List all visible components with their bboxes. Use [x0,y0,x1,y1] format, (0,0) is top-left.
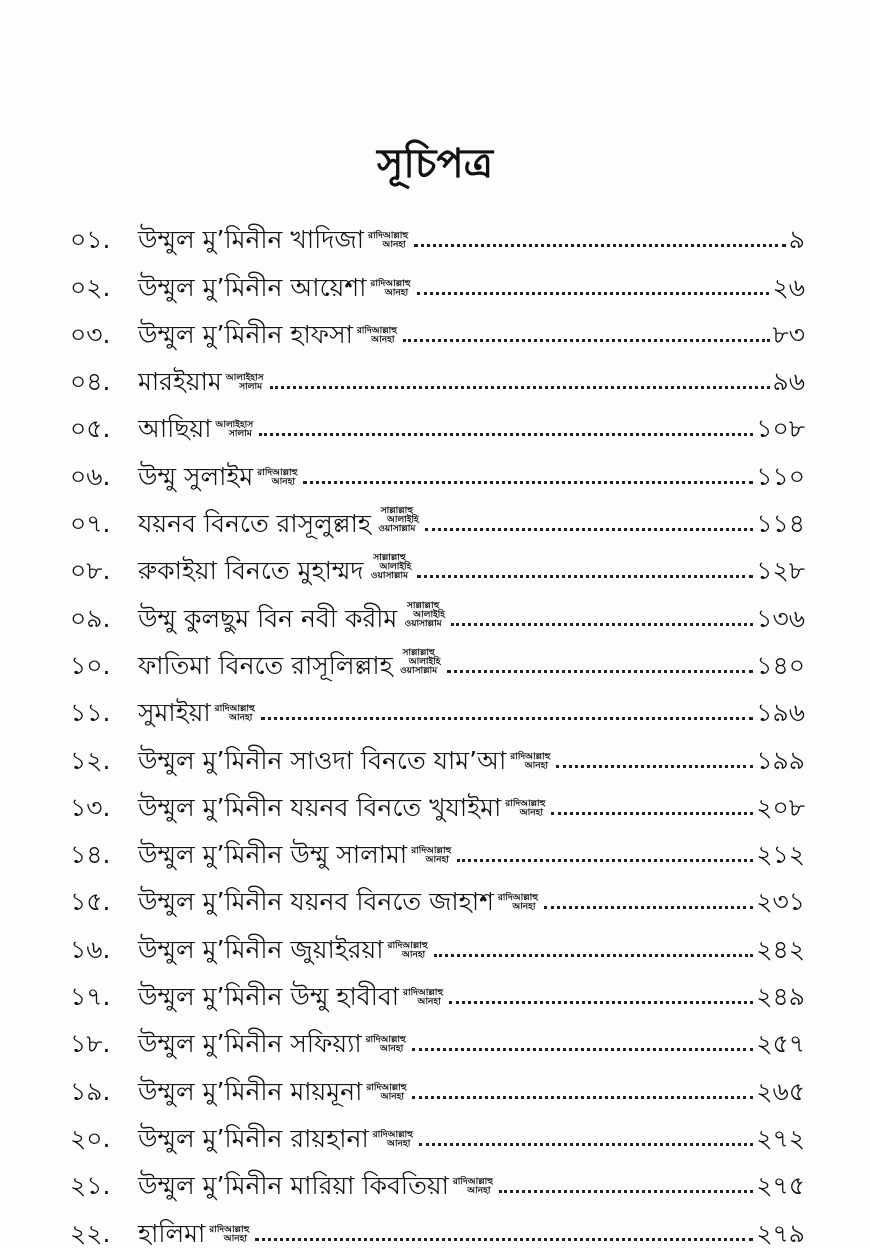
honorific-word: রাদিআল্লাহু [370,278,411,289]
honorific-superscript [397,649,441,676]
honorific-superscript [215,705,255,723]
entry-number: ১৫. [70,887,111,917]
dot-leader [261,717,754,720]
honorific-superscript [257,469,297,487]
entry-number: ২০. [70,1123,111,1153]
dot-leader [259,433,753,436]
toc-entry [70,583,805,633]
honorific-superscript [403,989,443,1007]
entry-title-group [138,506,419,539]
entry-number: ১৭. [70,982,111,1012]
entry-title: উম্মুল মু’মিনীন সাওদা বিনতে যাম’আ [138,745,507,775]
entry-title-group [138,1171,493,1201]
toc-entry [70,773,805,820]
entry-title-group [138,649,441,678]
entry-title: উম্মুল মু’মিনীন জুয়াইরয়া [138,934,384,964]
table-of-contents [70,205,805,1246]
honorific-word: আলাইহি [379,562,412,573]
entry-page-number: ১৯৬ [756,698,805,728]
dot-leader [303,481,753,484]
entry-title-group [138,982,444,1012]
honorific-word: আনহা [229,713,253,724]
entry-page-number: ২১২ [756,840,805,870]
toc-entry [70,1151,805,1201]
dot-leader [556,765,753,768]
entry-page-number: ৮৩ [772,319,805,349]
honorific-word: আনহা [512,902,536,913]
entry-title: উম্মুল মু’মিনীন যয়নব বিনতে খুযাইমা [138,792,502,822]
entry-title-group [138,1123,413,1153]
entry-number: ১৩. [70,792,111,822]
honorific-word: ওয়াসাল্লাম [400,665,438,676]
entry-number: ০৯. [70,603,111,633]
entry-page-number: ২৩১ [756,887,805,917]
entry-page-number: ৯ [788,225,805,255]
honorific-word: ওয়াসাল্লাম [370,571,409,582]
entry-page-number: ২০৮ [756,792,805,822]
entry-title: উম্মুল মু’মিনীন রায়হানা [138,1123,369,1153]
toc-entry [70,1198,805,1248]
entry-title: উম্মুল মু’মিনীন উম্মু সালামা [138,840,408,870]
entry-number: ১০. [70,650,111,680]
dot-leader [451,623,753,626]
dot-leader [544,906,753,909]
entry-page-number: ১০৮ [756,414,805,444]
dot-leader [551,812,753,815]
honorific-word: রাদিআল্লাহু [403,988,444,999]
toc-entry [70,867,805,917]
honorific-word: রাদিআল্লাহু [497,893,538,904]
dot-leader [255,1238,753,1241]
honorific-word: আনহা [425,855,449,866]
honorific-word: আলাইহি [408,656,441,667]
entry-page-number: ২৫৭ [756,1029,805,1059]
entry-title: উম্মুল মু’মিনীন সফিয়্যা [138,1029,362,1059]
honorific-word: আনহা [519,807,543,818]
entry-title-group [138,553,412,586]
toc-entry [70,394,805,444]
honorific-superscript [498,894,538,912]
honorific-word: রাদিআল্লাহু [257,467,298,478]
dot-leader [403,339,770,342]
entry-page-number: ২৪২ [756,934,805,964]
toc-entry [70,914,805,964]
honorific-superscript [388,942,428,960]
entry-title: উম্মু সুলাইম [138,461,254,491]
entry-number: ১৯. [70,1076,111,1106]
entry-number: ০৪. [70,367,111,397]
honorific-word: আনহা [384,287,409,298]
honorific-word: সাল্লাল্লাহু [373,553,406,564]
honorific-word: রাদিআল্লাহু [510,751,551,762]
entry-page-number: ১২৮ [756,556,805,586]
entry-page-number: ১৯৯ [756,745,805,775]
dot-leader [417,292,770,295]
entry-title-group [138,225,409,255]
entry-title: হালিমা [138,1218,206,1248]
entry-title: উম্মুল মু’মিনীন আয়েশা [138,272,367,302]
honorific-superscript [375,507,419,534]
entry-title: উম্মুল মু’মিনীন মায়মূনা [138,1076,363,1106]
honorific-word: আলাইহি [413,609,446,620]
entry-page-number: ২৭২ [756,1123,805,1153]
honorific-word: আলাইহি [386,515,419,526]
honorific-superscript [510,753,550,771]
toc-entry [70,252,805,302]
entry-title: উম্মুল মু’মিনীন খাদিজা [138,225,364,255]
honorific-superscript [411,847,451,865]
honorific-word: আনহা [524,760,548,771]
toc-entry [70,489,805,539]
honorific-word: রাদিআল্লাহু [365,1035,406,1046]
entry-page-number: ১৩৬ [756,603,805,633]
toc-entry [70,205,805,255]
honorific-word: আলাইহাস [225,373,264,384]
entry-page-number: ২৬ [772,272,805,302]
honorific-word: রাদিআল্লাহু [505,798,546,809]
entry-title: উম্মু কুলছুম বিন নবী করীম [138,603,398,633]
toc-entry [70,678,805,728]
entry-page-number: ১৪০ [756,650,805,680]
honorific-word: আনহা [380,1044,404,1055]
entry-title-group [138,698,255,728]
honorific-word: আলাইহাস [215,420,254,431]
toc-entry [70,820,805,870]
honorific-superscript [226,374,264,392]
honorific-superscript [209,1226,249,1244]
honorific-word: আনহা [271,476,295,487]
honorific-word: আনহা [467,1186,491,1197]
honorific-superscript [357,327,397,345]
entry-title-group [138,1029,406,1059]
honorific-word: সালাম [239,382,263,393]
dot-leader [447,670,754,673]
entry-number: ২১. [70,1171,111,1201]
honorific-word: রাদিআল্লাহু [452,1177,493,1188]
entry-title-group [138,367,264,397]
honorific-word: রাদিআল্লাহু [387,940,428,951]
honorific-word: ওয়াসাল্লাম [378,524,416,535]
toc-entry [70,631,805,678]
honorific-word: রাদিআল্লাহু [214,704,255,715]
entry-number: ০৬. [70,461,111,491]
honorific-superscript [368,232,408,250]
entry-title: উম্মুল মু’মিনীন মারিয়া কিবতিয়া [138,1171,449,1201]
honorific-word: রাদিআল্লাহু [356,325,397,336]
entry-number: ০৭. [70,509,111,539]
entry-page-number: ১১৪ [756,509,805,539]
entry-title-group [138,934,428,964]
honorific-superscript [505,800,545,818]
entry-page-number: ২৪৯ [756,982,805,1012]
honorific-word: আনহা [223,1233,247,1244]
honorific-word: সালাম [228,429,252,440]
honorific-word: আনহা [387,1138,411,1149]
entry-title-group [138,745,551,775]
toc-entry [70,536,805,586]
dot-leader [270,386,770,389]
entry-number: ০১. [70,225,111,255]
entry-title-group [138,1076,407,1106]
entry-title-group [138,319,397,349]
entry-number: ২২. [70,1218,111,1248]
entry-title-group [138,792,546,822]
entry-number: ১৪. [70,840,111,870]
honorific-superscript [366,1084,406,1102]
page-title: সূচিপত্র [377,141,493,187]
entry-title-group [138,1218,250,1248]
entry-page-number: ১১০ [756,461,805,491]
entry-title: রুকাইয়া বিনতে মুহাম্মদ [138,556,364,586]
entry-number: ০৫. [70,414,111,444]
honorific-superscript [373,1131,413,1149]
entry-page-number: ২৭৯ [756,1218,805,1248]
entry-title: উম্মুল মু’মিনীন হাফসা [138,319,353,349]
entry-title: আছিয়া [138,414,212,444]
dot-leader [457,859,753,862]
honorific-word: ওয়াসাল্লাম [404,618,442,629]
entry-title-group [138,461,298,491]
honorific-superscript [368,554,412,581]
dot-leader [434,954,754,957]
honorific-word: রাদিআল্লাহু [209,1224,250,1235]
honorific-word: সাল্লাল্লাহু [402,647,435,658]
dot-leader [449,1001,753,1004]
entry-title-group [138,414,254,444]
entry-number: ১২. [70,745,111,775]
entry-title: উম্মুল মু’মিনীন যয়নব বিনতে জাহাশ [138,887,494,917]
entry-title: মারইয়াম [138,367,222,397]
dot-leader [412,1048,754,1051]
entry-title: উম্মুল মু’মিনীন উম্মু হাবীবা [138,982,400,1012]
entry-number: ০২. [70,272,111,302]
honorific-word: রাদিআল্লাহু [368,231,409,242]
honorific-word: আনহা [382,240,406,251]
honorific-superscript [453,1178,493,1196]
entry-number: ১১. [70,698,111,728]
dot-leader [412,1096,753,1099]
honorific-superscript [215,421,253,439]
entry-page-number: ৯৬ [772,367,805,397]
entry-number: ০৩. [70,319,111,349]
honorific-word: রাদিআল্লাহু [411,846,452,857]
honorific-word: আনহা [380,1091,405,1102]
entry-page-number: ২৭৫ [756,1171,805,1201]
toc-entry [70,962,805,1012]
honorific-word: সাল্লাল্লাহু [406,600,440,611]
toc-entry [70,1056,805,1106]
entry-title-group [138,602,445,631]
toc-entry [70,300,805,347]
entry-number: ১৮. [70,1029,111,1059]
entry-title-group [138,887,538,917]
honorific-superscript [370,280,410,298]
honorific-word: রাদিআল্লাহু [366,1082,407,1093]
entry-title: ফাতিমা বিনতে রাসূলিল্লাহ [138,650,393,680]
honorific-word: রাদিআল্লাহু [372,1129,413,1140]
honorific-word: আনহা [401,949,426,960]
entry-title: যয়নব বিনতে রাসূলুল্লাহ [138,509,371,539]
honorific-superscript [366,1036,406,1054]
toc-entry [70,725,805,775]
entry-title: সুমাইয়া [138,698,211,728]
entry-title-group [138,840,452,870]
honorific-superscript [401,602,445,629]
honorific-word: আনহা [371,334,395,345]
honorific-word: আনহা [417,997,441,1008]
toc-entry [70,347,805,397]
dot-leader [419,1143,753,1146]
entry-page-number: ২৬৫ [756,1076,805,1106]
toc-entry [70,441,805,491]
toc-entry [70,1104,805,1151]
honorific-word: সাল্লাল্লাহু [380,506,414,517]
dot-leader [414,244,786,247]
dot-leader [425,528,754,531]
entry-number: ১৬. [70,934,111,964]
entry-title-group [138,272,411,302]
entry-number: ০৮. [70,556,111,586]
dot-leader [417,575,753,578]
dot-leader [499,1190,753,1193]
toc-entry [70,1009,805,1059]
